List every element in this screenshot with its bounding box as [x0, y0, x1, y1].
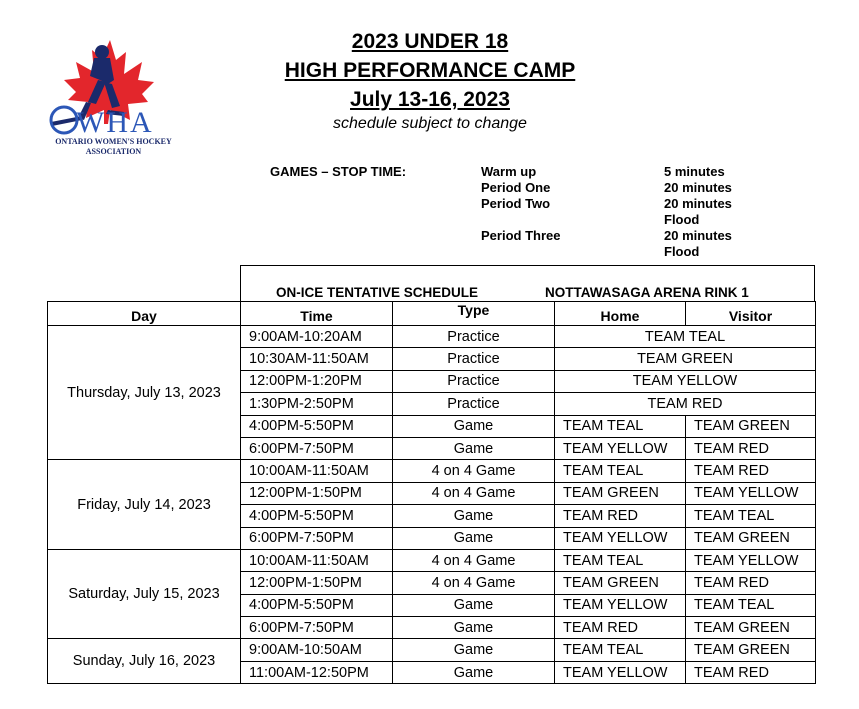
table-row [48, 639, 816, 661]
type-cell: Game [393, 527, 555, 549]
day-cell: Sunday, July 16, 2023 [48, 639, 241, 684]
type-cell: Game [393, 617, 555, 639]
schedule-header [240, 265, 815, 301]
visitor-team-cell: TEAM TEAL [686, 505, 816, 527]
time-cell: 4:00PM-5:50PM [241, 594, 393, 616]
type-cell: 4 on 4 Game [393, 460, 555, 482]
stop-time-item: 20 minutes [664, 180, 732, 195]
page-title-line2: HIGH PERFORMANCE CAMP [284, 59, 576, 82]
logo-caption [36, 137, 191, 157]
stop-time-item: 20 minutes [664, 228, 732, 243]
table-row [48, 460, 816, 482]
table-row [48, 326, 816, 348]
time-cell: 12:00PM-1:50PM [241, 482, 393, 504]
type-cell: Game [393, 505, 555, 527]
time-cell: 9:00AM-10:50AM [241, 639, 393, 661]
team-cell: TEAM RED [555, 393, 816, 415]
home-team-cell: TEAM RED [555, 617, 686, 639]
time-cell: 6:00PM-7:50PM [241, 437, 393, 459]
time-cell: 1:30PM-2:50PM [241, 393, 393, 415]
type-cell: Game [393, 594, 555, 616]
stop-time-item: Period Three [481, 228, 561, 243]
stop-time-item [481, 212, 560, 228]
time-cell: 6:00PM-7:50PM [241, 527, 393, 549]
visitor-team-cell: TEAM RED [686, 460, 816, 482]
stop-time-label: GAMES – STOP TIME: [270, 164, 407, 179]
table-header-row [48, 302, 816, 326]
home-team-cell: TEAM TEAL [555, 639, 686, 661]
visitor-team-cell: TEAM TEAL [686, 594, 816, 616]
logo-letters: WHA [76, 106, 154, 139]
home-team-cell: TEAM YELLOW [555, 661, 686, 683]
schedule-title: ON-ICE TENTATIVE SCHEDULE [276, 285, 479, 300]
type-cell: Game [393, 437, 555, 459]
stop-time-item: 5 minutes [664, 164, 725, 179]
visitor-team-cell: TEAM GREEN [686, 617, 816, 639]
home-team-cell: TEAM YELLOW [555, 437, 686, 459]
home-team-cell: TEAM TEAL [555, 415, 686, 437]
col-type-header: Type [393, 302, 555, 326]
type-cell: Game [393, 661, 555, 683]
visitor-team-cell: TEAM RED [686, 437, 816, 459]
time-cell: 12:00PM-1:20PM [241, 370, 393, 392]
page-subtitle: schedule subject to change [333, 115, 527, 132]
logo-caption-line2: ASSOCIATION [85, 147, 142, 156]
schedule-table [47, 301, 816, 684]
visitor-team-cell: TEAM GREEN [686, 639, 816, 661]
home-team-cell: TEAM TEAL [555, 460, 686, 482]
home-team-cell: TEAM RED [555, 505, 686, 527]
visitor-team-cell: TEAM YELLOW [686, 482, 816, 504]
table-row [48, 549, 816, 571]
schedule-body [48, 326, 816, 684]
type-cell: Practice [393, 348, 555, 370]
home-team-cell: TEAM GREEN [555, 572, 686, 594]
time-cell: 12:00PM-1:50PM [241, 572, 393, 594]
stop-time-periods [481, 164, 560, 260]
day-cell: Friday, July 14, 2023 [48, 460, 241, 550]
type-cell: 4 on 4 Game [393, 549, 555, 571]
stop-time-item: Period Two [481, 196, 551, 211]
stop-time-item [481, 244, 560, 260]
type-cell: Game [393, 415, 555, 437]
type-cell: Practice [393, 370, 555, 392]
stop-time-item: 20 minutes [664, 196, 732, 211]
time-cell: 10:30AM-11:50AM [241, 348, 393, 370]
visitor-team-cell: TEAM GREEN [686, 415, 816, 437]
team-cell: TEAM TEAL [555, 326, 816, 348]
col-home-header: Home [555, 302, 686, 326]
visitor-team-cell: TEAM RED [686, 572, 816, 594]
type-cell: Practice [393, 393, 555, 415]
time-cell: 9:00AM-10:20AM [241, 326, 393, 348]
time-cell: 4:00PM-5:50PM [241, 415, 393, 437]
type-cell: Practice [393, 326, 555, 348]
schedule-venue: NOTTAWASAGA ARENA RINK 1 [545, 285, 749, 300]
visitor-team-cell: TEAM GREEN [686, 527, 816, 549]
team-cell: TEAM YELLOW [555, 370, 816, 392]
home-team-cell: TEAM YELLOW [555, 594, 686, 616]
logo-caption-line1: ONTARIO WOMEN'S HOCKEY [55, 137, 172, 146]
home-team-cell: TEAM TEAL [555, 549, 686, 571]
stop-time-item: Period One [481, 180, 551, 195]
time-cell: 6:00PM-7:50PM [241, 617, 393, 639]
team-cell: TEAM GREEN [555, 348, 816, 370]
time-cell: 4:00PM-5:50PM [241, 505, 393, 527]
col-visitor-header: Visitor [686, 302, 816, 326]
stop-time-item: Warm up [481, 164, 537, 179]
day-cell: Saturday, July 15, 2023 [48, 549, 241, 639]
home-team-cell: TEAM YELLOW [555, 527, 686, 549]
visitor-team-cell: TEAM RED [686, 661, 816, 683]
stop-time-durations [664, 164, 732, 260]
time-cell: 10:00AM-11:50AM [241, 460, 393, 482]
time-cell: 11:00AM-12:50PM [241, 661, 393, 683]
day-cell: Thursday, July 13, 2023 [48, 326, 241, 460]
type-cell: 4 on 4 Game [393, 572, 555, 594]
visitor-team-cell: TEAM YELLOW [686, 549, 816, 571]
time-cell: 10:00AM-11:50AM [241, 549, 393, 571]
page-title-line1: 2023 UNDER 18 [351, 30, 509, 53]
type-cell: Game [393, 639, 555, 661]
type-cell: 4 on 4 Game [393, 482, 555, 504]
home-team-cell: TEAM GREEN [555, 482, 686, 504]
col-day-header: Day [48, 302, 241, 326]
stop-time-item: Flood [664, 244, 700, 259]
page-title-line3: July 13-16, 2023 [350, 88, 510, 111]
stop-time-item: Flood [664, 212, 700, 227]
col-time-header: Time [241, 302, 393, 326]
